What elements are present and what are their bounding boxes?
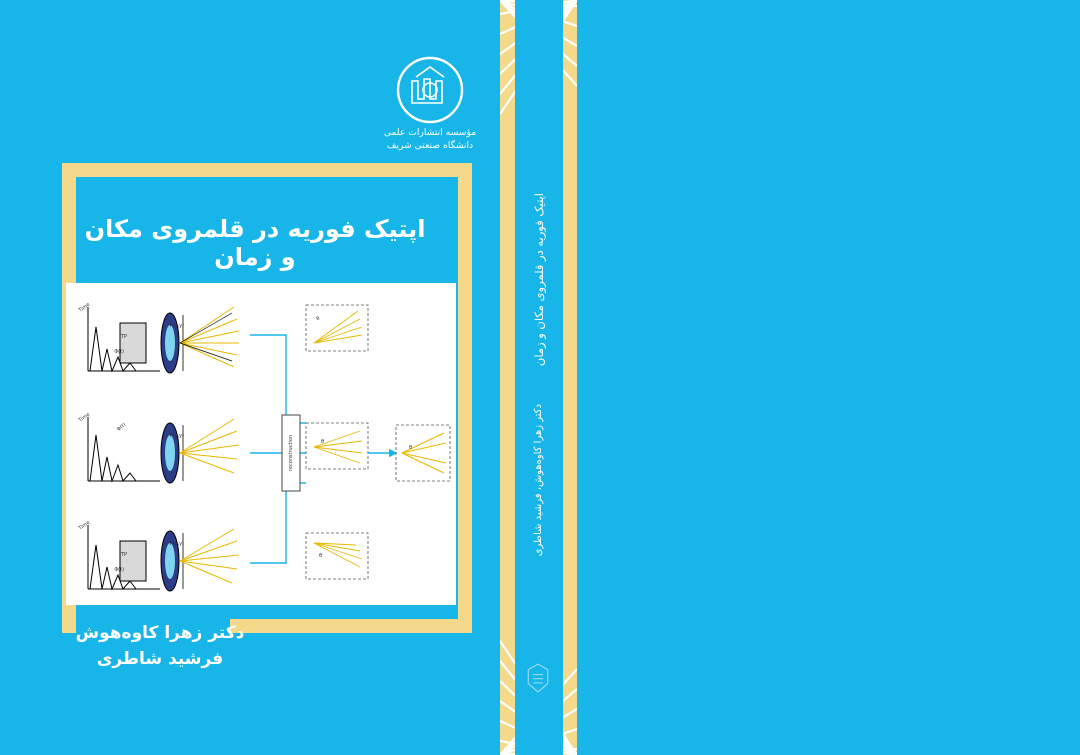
front-cover [0, 0, 500, 755]
svg-text:P(x,y): P(x,y) [169, 541, 184, 547]
publisher-line-1: مؤسسه انتشارات علمی [383, 127, 477, 138]
front-frame-bottom [230, 619, 472, 633]
svg-text:Time: Time [77, 301, 92, 314]
svg-text:Time: Time [77, 519, 92, 532]
spine-title [500, 150, 577, 410]
svg-text:Φ(t): Φ(t) [114, 349, 124, 355]
svg-text:θ: θ [408, 445, 412, 451]
svg-text:θ: θ [318, 553, 322, 559]
svg-text:θ: θ [315, 315, 321, 323]
svg-text:Φ(t): Φ(t) [114, 567, 124, 573]
svg-text:Time: Time [77, 411, 92, 424]
back-cover [577, 0, 1080, 755]
spine-authors-text: دکتر زهرا کاوه‌هوش، فرشید شاطری [533, 403, 544, 557]
reconstruction-label: reconstruction [288, 434, 294, 472]
svg-text:θ: θ [320, 439, 324, 445]
publisher-line-2: دانشگاه صنعتی شریف [386, 140, 474, 151]
svg-text:TP: TP [120, 334, 127, 340]
spine-authors [500, 380, 577, 580]
author-1: دکتر زهرا کاوه‌هوش [75, 623, 245, 643]
svg-text:P(x,y): P(x,y) [169, 433, 184, 439]
svg-text:P(x,y): P(x,y) [169, 323, 184, 329]
spine-title-text: اپتیک فوریه در قلمروی مکان و زمان [531, 193, 546, 367]
publisher-mark-icon [524, 662, 552, 694]
sharif-university-logo-icon [396, 55, 464, 125]
svg-text:TP: TP [120, 552, 127, 558]
time-space-duality-diagram-icon [66, 283, 456, 605]
svg-text:Φ(t): Φ(t) [115, 421, 128, 433]
front-cover-figure [66, 283, 456, 605]
front-frame-top [62, 163, 472, 177]
front-cover-title: اپتیک فوریه در قلمروی مکان و زمان [84, 215, 426, 271]
author-2: فرشید شاطری [96, 649, 224, 669]
publisher-name [350, 126, 510, 152]
front-cover-authors [60, 620, 260, 672]
front-frame-right [458, 163, 472, 633]
